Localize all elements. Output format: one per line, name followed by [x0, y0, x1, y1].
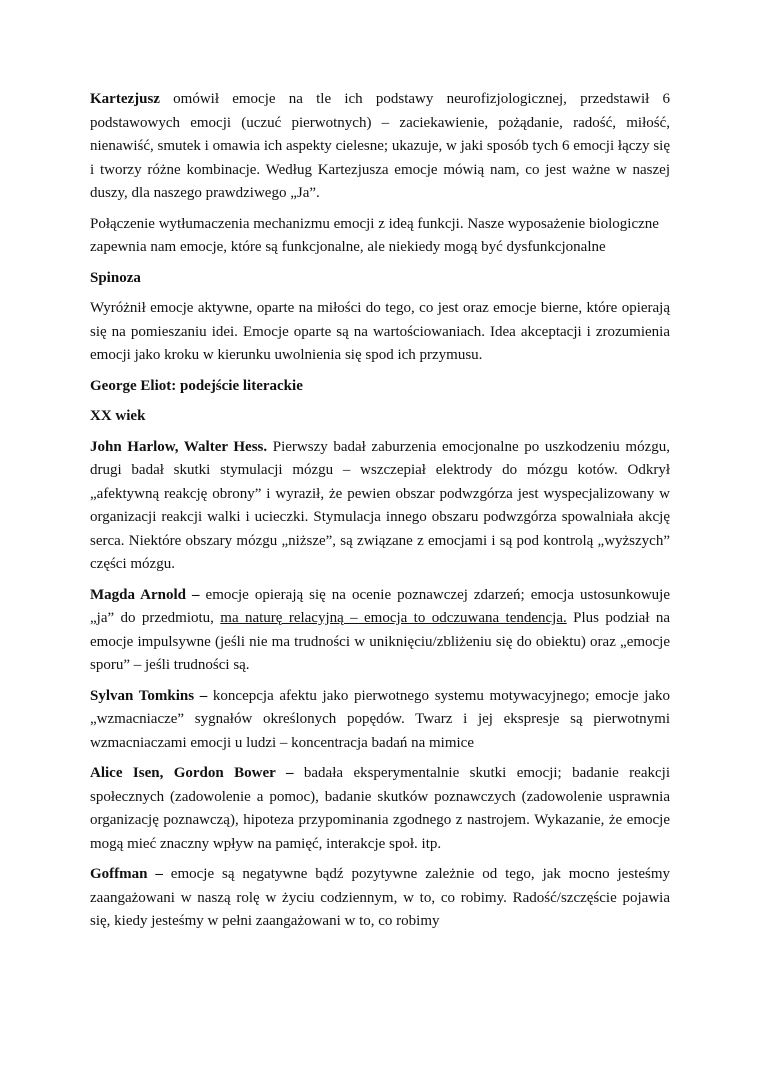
text-harlow-hess: Pierwszy badał zaburzenia emocjonalne po uszkodzeniu mózgu, drugi badał skutki stymulacji mózgu – wszczepiał elektrody do mózgu kotów. Odkrył „afektywną reakcję obrony” i wyraził, że pewien obszar podwzgórza jest wyspecjalizowany w organizacji reakcji walki i ucieczki. Stymulacja innego obszaru podwzgórza spowalniała akcję serca. Niektóre obszary mózgu „niższe”, są związane z emocjami i są pod kontrolą „wyższych” części mózgu.: [90, 438, 670, 572]
name-kartezjusz: Kartezjusz: [90, 91, 160, 107]
name-arnold: Magda Arnold –: [90, 586, 200, 603]
text-arnold-underlined: ma naturę relacyjną – emocja to odczuwana tendencja.: [220, 610, 567, 626]
paragraph-isen-bower: [90, 762, 670, 856]
paragraph-goffman: [90, 863, 670, 934]
name-harlow-hess: John Harlow, Walter Hess.: [90, 438, 268, 455]
text-goffman: emocje są negatywne bądź pozytywne zależnie od tego, jak mocno jesteśmy zaangażowani w naszą rolę w życiu codziennym, w to, co robimy. Radość/szczęście pojawia się, kiedy jesteśmy w pełni zaangażowani w to, co robimy: [90, 866, 671, 929]
text-spinoza: Wyróżnił emocje aktywne, oparte na miłości do tego, co jest oraz emocje bierne, które opierają się na pomieszaniu idei. Emocje oparte są na wartościowaniach. Idea akceptacji i zrozumienia emocji jako kroku w kierunku uwolnienia się spod ich przymusu.: [90, 300, 670, 363]
text-isen-bower: badała eksperymentalnie skutki emocji; badanie reakcji społecznych (zadowolenie a pomoc), badanie skutków poznawczych (zadowolenie usprawnia organizację poznawczą), hipoteza przypominania zgodnego z nastrojem. Wykazanie, że emocje mogą mieć znaczny wpływ na pamięć, interakcje społ. itp.: [90, 765, 670, 852]
paragraph-polaczenie: [90, 213, 670, 260]
text-polaczenie: Połączenie wytłumaczenia mechanizmu emocji z ideą funkcji. Nasze wyposażenie biologiczne zapewnia nam emocje, które są funkcjonalne, ale niekiedy mogą być dysfunkcjonalne: [90, 215, 659, 255]
paragraph-spinoza: [90, 297, 670, 368]
text-tomkins: koncepcja afektu jako pierwotnego systemu motywacyjnego; emocje jako „wzmacniacze” sygnałów określonych popędów. Twarz i jej ekspresje są pierwotnymi wzmacniaczami emocji u ludzi – koncentracja badań na mimice: [90, 687, 670, 751]
heading-george-eliot: George Eliot: podejście literackie: [90, 377, 303, 394]
paragraph-tomkins: [90, 685, 670, 756]
text-arnold-after: Plus podział na emocje impulsywne (jeśli nie ma trudności w uniknięciu/zbliżeniu się do obiektu) oraz „emocje sporu” – jeśli trudności są.: [90, 610, 670, 673]
name-isen-bower: Alice Isen, Gordon Bower –: [90, 765, 294, 781]
document-page: [90, 88, 670, 941]
paragraph-arnold: [90, 584, 670, 678]
name-tomkins: Sylvan Tomkins –: [90, 687, 208, 704]
paragraph-harlow-hess: [90, 436, 670, 577]
heading-spinoza: Spinoza: [90, 269, 141, 286]
paragraph-kartezjusz: [90, 88, 670, 206]
name-goffman: Goffman –: [90, 866, 163, 882]
text-kartezjusz: omówił emocje na tle ich podstawy neurofizjologicznej, przedstawił 6 podstawowych emocji (uczuć pierwotnych) – zaciekawienie, pożądanie, radość, miłość, nienawiść, smutek i omawia ich aspekty cielesne; ukazuje, w jaki sposób tych 6 emocji łączy się i tworzy różne kombinacje. Według Kartezjusza emocje mówią nam, co jest ważne w naszej duszy, dla naszego prawdziwego „Ja”.: [90, 91, 670, 201]
heading-xx-wiek: XX wiek: [90, 408, 146, 424]
text-arnold-before: emocje opierają się na ocenie poznawczej zdarzeń; emocja ustosunkowuje „ja” do przedmiotu,: [90, 586, 671, 626]
